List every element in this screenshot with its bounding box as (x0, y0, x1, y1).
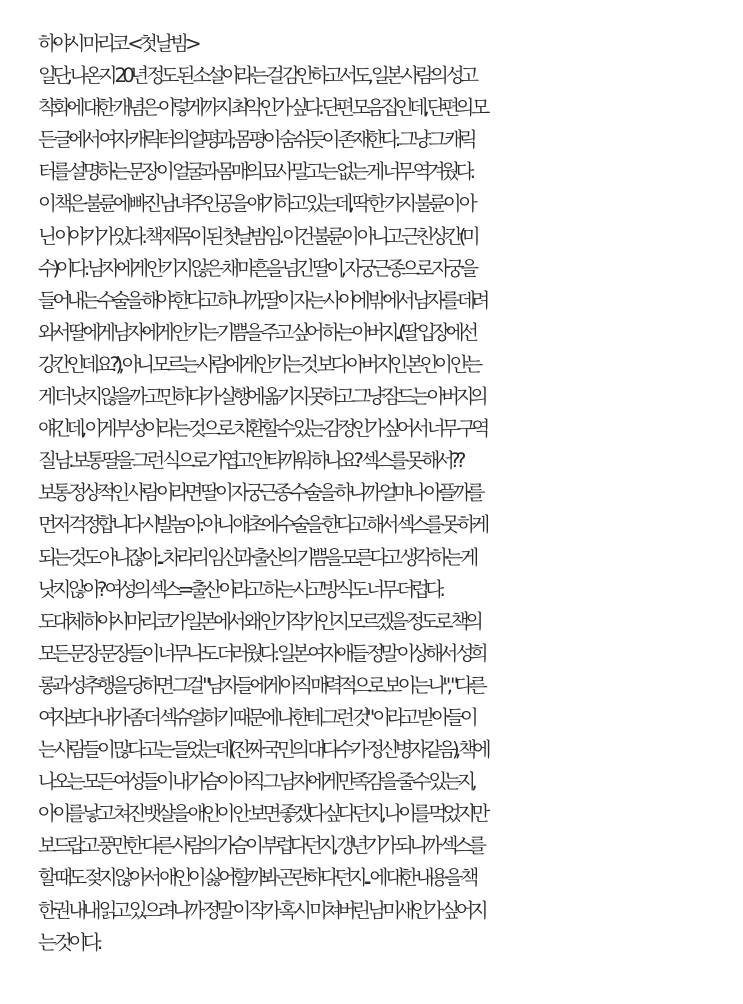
text-line: 일단, 나온지 20년 정도 된 소설이라는 걸 감안하고서도, 일본 사람의 성고 (38, 64, 475, 88)
text-line: 먼저 걱정합니다 시발놈아. 아니 애초에 수술을 한다고 해서 섹스를 못 하게 (38, 513, 486, 537)
text-line: 는 것이다. (38, 930, 99, 954)
text-line: 들어내는 수술을 해야 한다고 하니까, 딸이 자는 사이에 밖에서 남자를 데려 (38, 288, 486, 312)
title-line: 하야시 마리코 <첫 날 밤> (38, 32, 198, 55)
text-line: 낫지 않아? 여성의 섹스=출산이라고 하는 사고방식도 너무 더럽다. (38, 577, 442, 601)
text-line: 모든 문장 문장들이 너무나도 더러웠다. 일본 여자애들 정말 이상해서 성희 (38, 641, 485, 665)
text-line: 되는 것도 아니잖아... 차라리 임신과 출산의 기쁨을 모른다고 생각 하는 게 (38, 545, 475, 569)
text-line: 든 글에서 여자 캐릭터의 얼평과, 몸평이 숨쉬듯이 존재한다. 그냥 그 캐릭 (38, 128, 474, 152)
text-line: 할 때도 젖지 않아서 애인이 싫어할까봐 곤란하다던지... 에 대한 내용을 책 (38, 866, 475, 890)
text-line: 수)이다. 남자에게 안기지 않은 채 마흔을 넘긴 딸이, 자궁근종으로 자궁을 (38, 256, 475, 280)
document-text (38, 28, 738, 959)
text-line: 터를 설명하는 문장이 얼굴과 몸매의 묘사 말고는 없는 게 너무 역겨웠다. (38, 160, 472, 184)
text-line: 착화에 대한 개념은 이렇게까지 최악인가 싶다. 단편 모음집인데, 단편의 모 (38, 96, 486, 120)
text-line: 닌 이야기가 있다. 책 제목이 된 첫날밤임. 이건 불륜이 아니고 근친상간(미 (38, 224, 477, 248)
text-line: 롱과 성추행을 당하면 그걸 "남자들에게 아직 매력적으로 보이는 나", "다른 (38, 673, 484, 697)
text-line: 나오는 모든 여성들이 내 가슴이 아직 그 남자에게 만족감을 줄 수 있는지, (38, 770, 474, 794)
text-line: 게 더 낫지 않을까 고민하다가 실행에 옮기지 못하고 그냥 잠드는 아버지의 (38, 385, 485, 409)
text-line: 얘긴데, 이게 부성이라는 것으로 치환할 수 있는 감정인가 싶어서 너무 구역 (38, 417, 486, 441)
text-line: 는 사람들이 많다고는 들었는데(진짜 국민의 대다수가 정신병자같음), 책에 (38, 738, 487, 762)
text-line: 보통 정상적인 사람이라면 딸이 자궁근종 수술을 하니까 얼마나 아플까를 (38, 481, 481, 505)
text-line: 한권 내내 읽고 있으려니까 정말 이 작가 혹시 미쳐버린 남미새인가 싶어지 (38, 898, 485, 922)
text-line: 여자보다 내가 좀 더 섹슈얼하기 때문에 나한테 그런 것" 이라고 받아들이 (38, 705, 475, 729)
text-line: 보드랍고 풍만한 다른 사람의 가슴이 부럽다던지, 갱년기가 되니까 섹스를 (38, 834, 483, 858)
text-line: 질 남. 보통 딸을 그런 식으로 가엽고 안타까워 하나요? 섹스를 못 해서?? (38, 449, 462, 473)
text-line: 강간인데요?), 아니 모르는 사람에게 안기는 것 보다 아버지인 본인이 안는 (38, 352, 479, 376)
text-line: 도대체 하야시마리코가 일본에서 왜 인기작가인지 모르겠을 정도로 책의 (38, 609, 480, 633)
text-line: 와서 딸에게 남자에게 안기는 기쁨을 주고 싶어 하는 아버지..(딸 입장에선 (38, 320, 475, 344)
text-line: 이 책은 불륜에 빠진 남녀주인공을 얘기하고 있는데, 딱 한 가지 불륜이 아 (38, 192, 474, 216)
text-line: 아이를 낳고 쳐진 뱃살을 애인이 안 보면 좋겠다 싶다던지, 나이를 먹었지만 (38, 802, 486, 826)
